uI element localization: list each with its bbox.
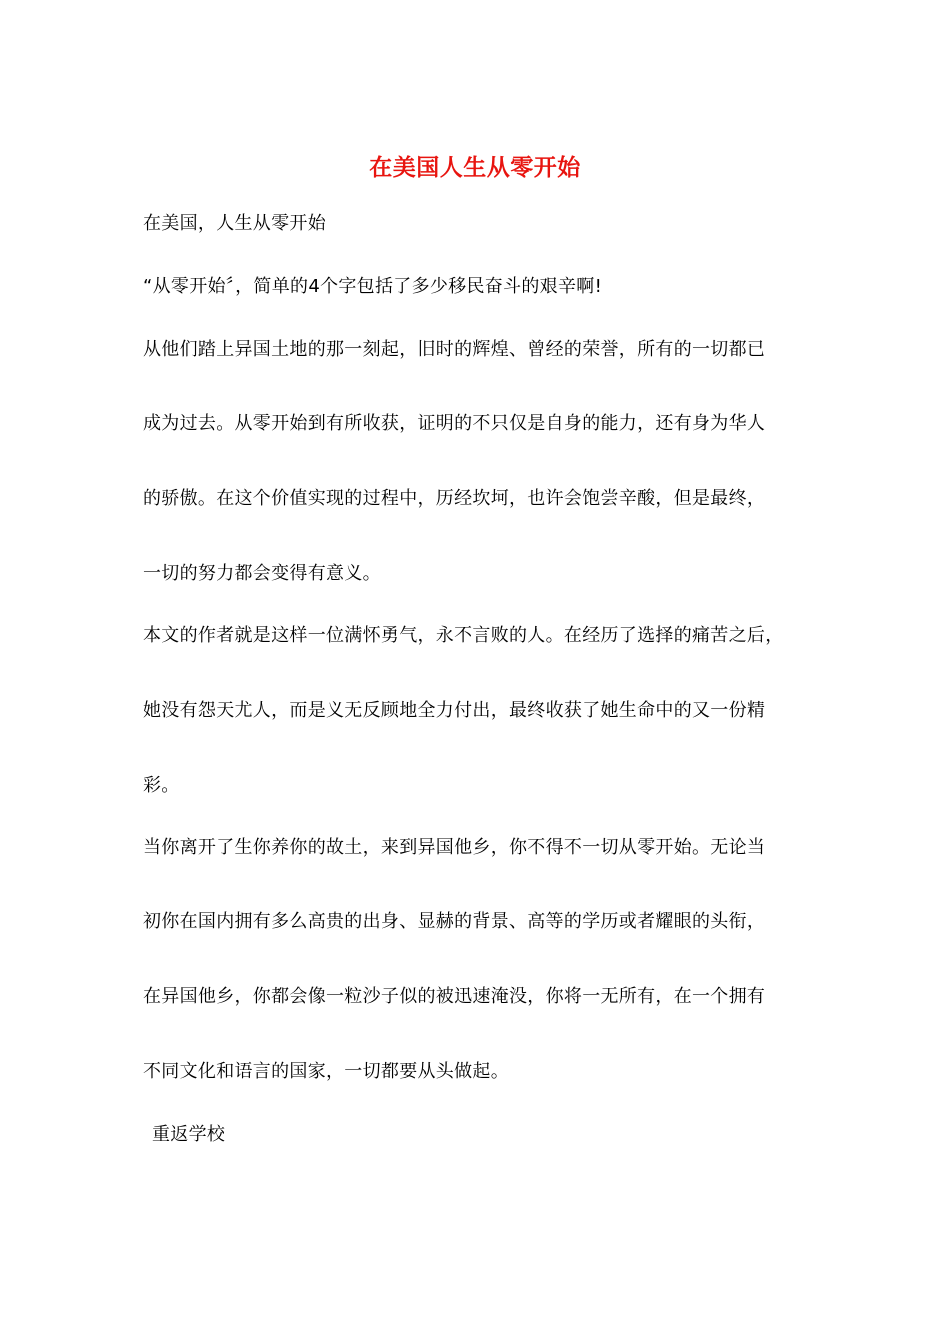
paragraph2-line3: 彩。 [143, 775, 180, 796]
paragraph3-line4: 不同文化和语言的国家，一切都要从头做起。 [143, 1061, 509, 1082]
paragraph3-line2: 初你在国内拥有多么高贵的出身、显赫的背景、高等的学历或者耀眼的头衔， [143, 911, 766, 932]
section-heading: 重返学校 [152, 1124, 226, 1145]
paragraph2-line2: 她没有怨天尤人，而是义无反顾地全力付出，最终收获了她生命中的又一份精 [143, 700, 766, 721]
paragraph2-line1: 本文的作者就是这样一位满怀勇气，永不言败的人。在经历了选择的痛苦之后， [143, 625, 784, 646]
intro-line: “从零开始〞，简单的4个字包括了多少移民奋斗的艰辛啊! [143, 276, 603, 297]
paragraph1-line1: 从他们踏上异国土地的那一刻起，旧时的辉煌、曾经的荣誉，所有的一切都已 [143, 339, 766, 360]
document-title: 在美国人生从零开始 [369, 155, 581, 181]
paragraph3-line3: 在异国他乡，你都会像一粒沙子似的被迅速淹没，你将一无所有，在一个拥有 [143, 986, 766, 1007]
document-subtitle: 在美国，人生从零开始 [143, 213, 326, 234]
paragraph1-line4: 一切的努力都会变得有意义。 [143, 563, 381, 584]
paragraph3-line1: 当你离开了生你养你的故土，来到异国他乡，你不得不一切从零开始。无论当 [143, 837, 766, 858]
paragraph1-line2: 成为过去。从零开始到有所收获，证明的不只仅是自身的能力，还有身为华人 [143, 413, 766, 434]
paragraph1-line3: 的骄傲。在这个价值实现的过程中，历经坎坷，也许会饱尝辛酸，但是最终， [143, 488, 766, 509]
